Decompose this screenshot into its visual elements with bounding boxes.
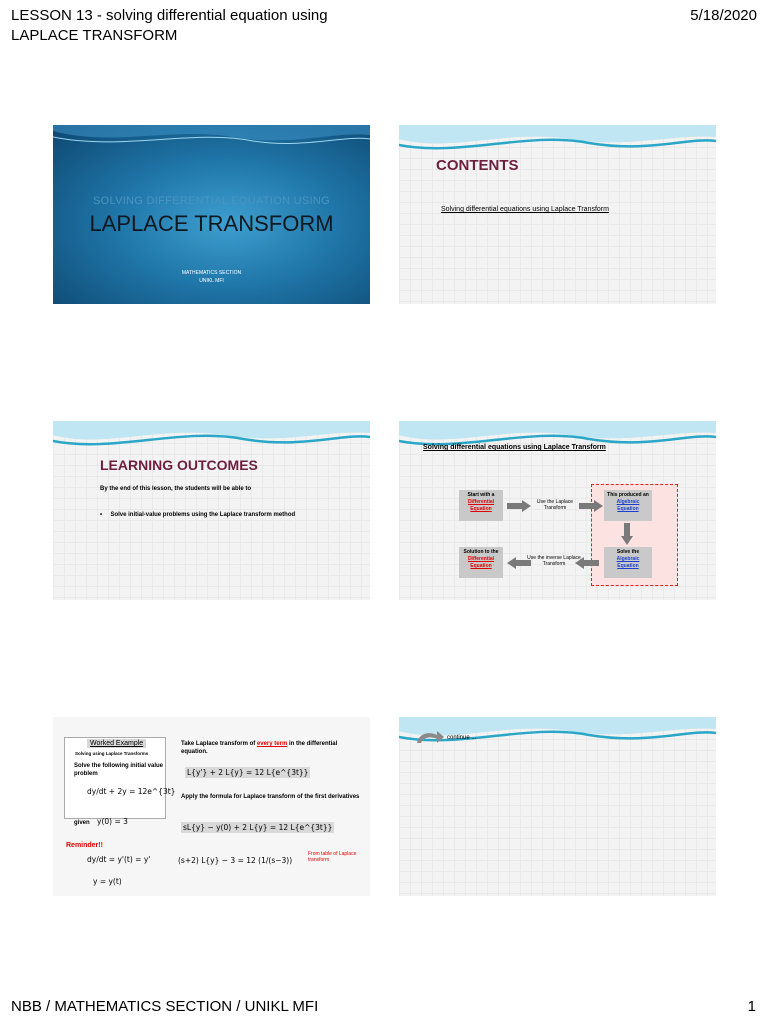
box-produced-ae-line2: Algebraic xyxy=(616,499,640,505)
slide1-section: MATHEMATICS SECTION xyxy=(181,270,242,276)
box-solution-de xyxy=(459,547,503,578)
box-start-de xyxy=(459,490,503,521)
initial-condition: y(0) = 3 xyxy=(97,817,128,826)
reminder-eq2: y = y(t) xyxy=(93,877,122,886)
slide1-footer xyxy=(53,269,370,285)
box-produced-ae-line3: Equation xyxy=(617,506,639,512)
continue-text: continue ... xyxy=(447,735,477,741)
flowchart-heading: Solving differential equations using Laplace Transform xyxy=(423,444,606,451)
table-note: From table of Laplace transform xyxy=(308,851,357,863)
arrow-right-icon xyxy=(579,500,603,512)
page-number: 1 xyxy=(747,998,756,1015)
wave-decoration xyxy=(53,421,370,457)
given-label: given xyxy=(74,820,90,826)
learning-outcome-item: • Solve initial-value problems using the Laplace transform method xyxy=(100,512,296,518)
box-solution-de-line2: Differential xyxy=(467,556,495,562)
arrow-left-icon xyxy=(507,557,531,569)
box-start-de-line3: Equation xyxy=(470,506,492,512)
contents-title: CONTENTS xyxy=(436,157,519,174)
reminder-eq1: dy/dt = y'(t) = y' xyxy=(87,855,151,864)
eq-laplace-terms: L{y'} + 2 L{y} = 12 L{e^{3t}} xyxy=(187,768,309,777)
slide-learning-outcomes xyxy=(53,421,370,600)
learning-outcomes-title: LEARNING OUTCOMES xyxy=(100,457,258,473)
slide-continue xyxy=(399,717,716,896)
wave-decoration xyxy=(53,125,370,161)
arrow-right-icon xyxy=(507,500,531,512)
wave-decoration xyxy=(399,421,716,457)
learning-outcome-text: Solve initial-value problems using the Laplace transform method xyxy=(110,512,296,518)
step1-text-c: in the differential equation. xyxy=(181,741,338,755)
label-laplace: Use the Laplace Transform xyxy=(536,499,574,511)
step1-text-a: Take Laplace transform of xyxy=(181,741,256,747)
box-solve-ae xyxy=(604,547,652,578)
worked-example-subtitle: Solving using Laplace Transforms xyxy=(75,751,149,756)
step2-text: Apply the formula for Laplace transform of the first derivatives xyxy=(181,794,360,800)
box-solution-de-line1: Solution to the xyxy=(463,549,499,555)
step1-highlight: every term xyxy=(256,741,288,747)
page-header-date: 5/18/2020 xyxy=(690,7,757,24)
box-produced-ae-line1: This produced an xyxy=(607,492,649,498)
slide-title xyxy=(53,125,370,304)
wave-decoration xyxy=(399,125,716,161)
slide1-title: LAPLACE TRANSFORM xyxy=(89,211,334,236)
box-solve-ae-line2: Algebraic xyxy=(616,556,640,562)
slide1-org: UNIKL MFI xyxy=(199,278,224,284)
box-start-de-line2: Differential xyxy=(467,499,495,505)
eq-first-derivative: sL{y} − y(0) + 2 L{y} = 12 L{e^{3t}} xyxy=(183,823,333,832)
ode-equation: dy/dt + 2y = 12e^{3t} xyxy=(87,787,176,796)
slide-flowchart xyxy=(399,421,716,600)
slide-worked-example xyxy=(53,717,370,896)
contents-item[interactable]: Solving differential equations using Laplace Transform xyxy=(441,206,609,213)
problem-statement: Solve the following initial value problem xyxy=(74,763,164,777)
box-solve-ae-line1: Solve the xyxy=(616,549,640,555)
learning-outcomes-intro: By the end of this lesson, the students will be able to xyxy=(100,486,252,492)
page-header-title: LESSON 13 - solving differential equation using LAPLACE TRANSFORM xyxy=(11,7,328,44)
worked-example-tab: Worked Example xyxy=(87,739,146,748)
box-start-de-line1: Start with a xyxy=(467,492,495,498)
eq-algebraic: (s+2) L{y} − 3 = 12 (1/(s−3)) xyxy=(178,856,293,865)
curved-arrow-icon xyxy=(415,729,445,745)
box-solution-de-line3: Equation xyxy=(470,563,492,569)
box-solve-ae-line3: Equation xyxy=(617,563,639,569)
worked-example-panel xyxy=(64,737,166,819)
label-inverse-laplace: Use the inverse Laplace Transform xyxy=(527,555,581,567)
slide1-subtitle: SOLVING DIFFERENTIAL EQUATION USING xyxy=(92,195,331,207)
step1-text xyxy=(181,740,351,756)
arrow-down-icon xyxy=(621,523,633,545)
slide-contents xyxy=(399,125,716,304)
page-footer-left: NBB / MATHEMATICS SECTION / UNIKL MFI xyxy=(11,998,319,1015)
reminder-label: Reminder!! xyxy=(66,842,103,849)
box-produced-ae xyxy=(604,490,652,521)
